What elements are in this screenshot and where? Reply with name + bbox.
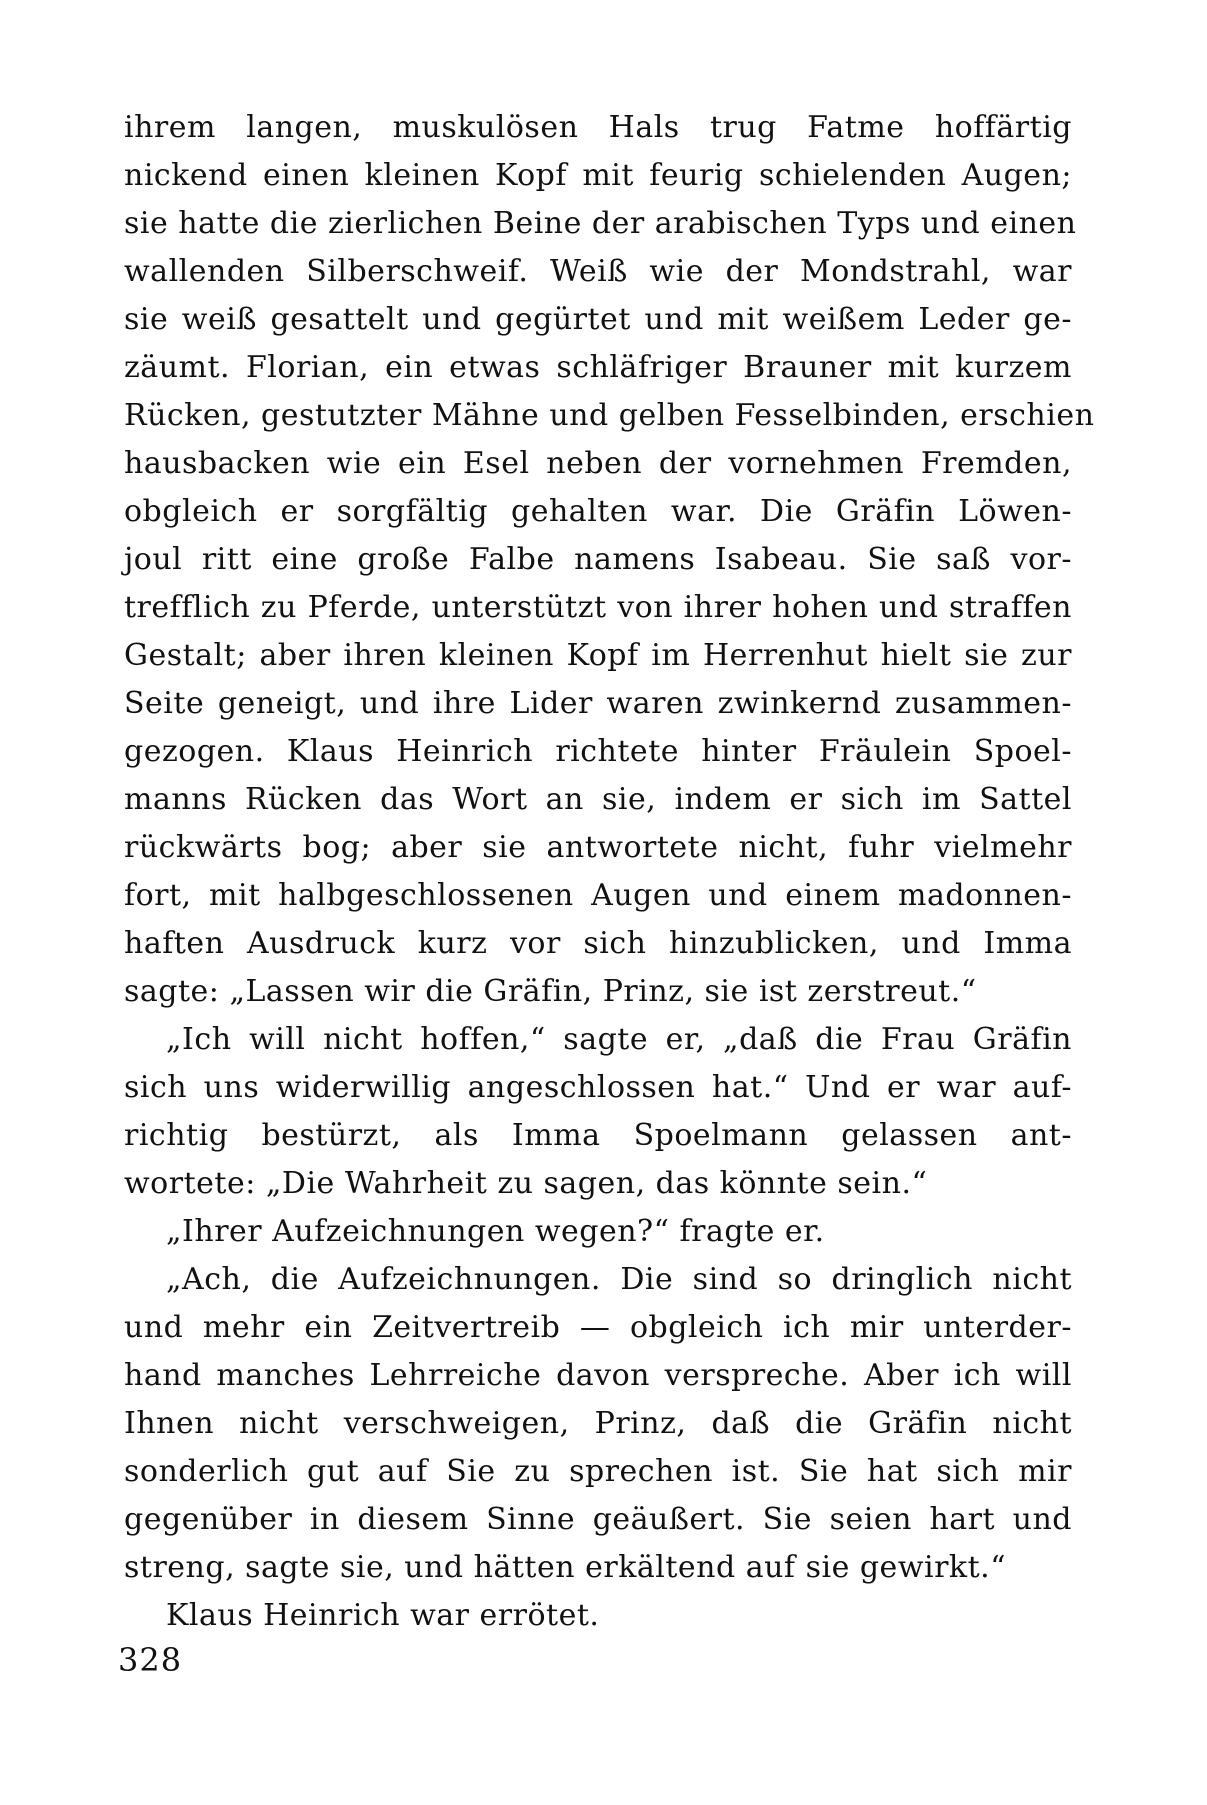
text-line: manns Rücken das Wort an sie, indem er sich im Sattel	[124, 782, 1072, 817]
text-line: „Ich will nicht hoffen,“ sagte er, „daß die Frau Gräfin	[166, 1022, 1072, 1057]
text-line: „Ihrer Aufzeichnungen wegen?“ fragte er.	[166, 1214, 825, 1249]
text-line: trefflich zu Pferde, unterstützt von ihrer hohen und straffen	[124, 590, 1072, 625]
text-line: sagte: „Lassen wir die Gräfin, Prinz, sie ist zerstreut.“	[124, 974, 977, 1009]
page-number: 328	[118, 1641, 183, 1679]
text-line: richtig bestürzt, als Imma Spoelmann gelassen ant-	[124, 1118, 1072, 1153]
text-line: obgleich er sorgfältig gehalten war. Die Gräfin Löwen-	[124, 494, 1072, 529]
text-line: „Ach, die Aufzeichnungen. Die sind so dringlich nicht	[166, 1262, 1072, 1297]
text-line: und mehr ein Zeitvertreib — obgleich ich mir unterder-	[124, 1310, 1072, 1345]
text-line: gegenüber in diesem Sinne geäußert. Sie seien hart und	[124, 1502, 1072, 1537]
text-line: Rücken, gestutzter Mähne und gelben Fesselbinden, erschien	[124, 398, 1095, 433]
text-line: Seite geneigt, und ihre Lider waren zwinkernd zusammen-	[124, 686, 1072, 721]
text-line: sonderlich gut auf Sie zu sprechen ist. Sie hat sich mir	[124, 1454, 1072, 1489]
text-line: Ihnen nicht verschweigen, Prinz, daß die Gräfin nicht	[124, 1406, 1072, 1441]
text-line: sie weiß gesattelt und gegürtet und mit weißem Leder ge-	[124, 302, 1072, 337]
text-line: streng, sagte sie, und hätten erkältend auf sie gewirkt.“	[124, 1550, 1007, 1585]
text-line: haften Ausdruck kurz vor sich hinzublicken, und Imma	[124, 926, 1072, 961]
text-line: gezogen. Klaus Heinrich richtete hinter Fräulein Spoel-	[124, 734, 1072, 769]
text-line: hausbacken wie ein Esel neben der vornehmen Fremden,	[124, 446, 1072, 481]
text-line: sich uns widerwillig angeschlossen hat.“ Und er war auf-	[124, 1070, 1072, 1105]
text-line: Klaus Heinrich war errötet.	[166, 1598, 600, 1633]
text-line: sie hatte die zierlichen Beine der arabischen Typs und einen	[124, 206, 1077, 241]
text-line: Gestalt; aber ihren kleinen Kopf im Herrenhut hielt sie zur	[124, 638, 1072, 673]
text-line: wallenden Silberschweif. Weiß wie der Mondstrahl, war	[124, 254, 1072, 289]
text-line: hand manches Lehrreiche davon verspreche. Aber ich will	[124, 1358, 1072, 1393]
text-line: ihrem langen, muskulösen Hals trug Fatme hoffärtig	[124, 110, 1072, 145]
text-line: fort, mit halbgeschlossenen Augen und einem madonnen-	[124, 878, 1072, 913]
text-line: nickend einen kleinen Kopf mit feurig schielenden Augen;	[124, 158, 1072, 193]
body-text	[124, 104, 1095, 1640]
text-line: rückwärts bog; aber sie antwortete nicht, fuhr vielmehr	[124, 830, 1072, 865]
text-line: joul ritt eine große Falbe namens Isabeau. Sie saß vor-	[124, 542, 1072, 577]
text-line: wortete: „Die Wahrheit zu sagen, das könnte sein.“	[124, 1166, 928, 1201]
text-line: zäumt. Florian, ein etwas schläfriger Brauner mit kurzem	[124, 350, 1072, 385]
